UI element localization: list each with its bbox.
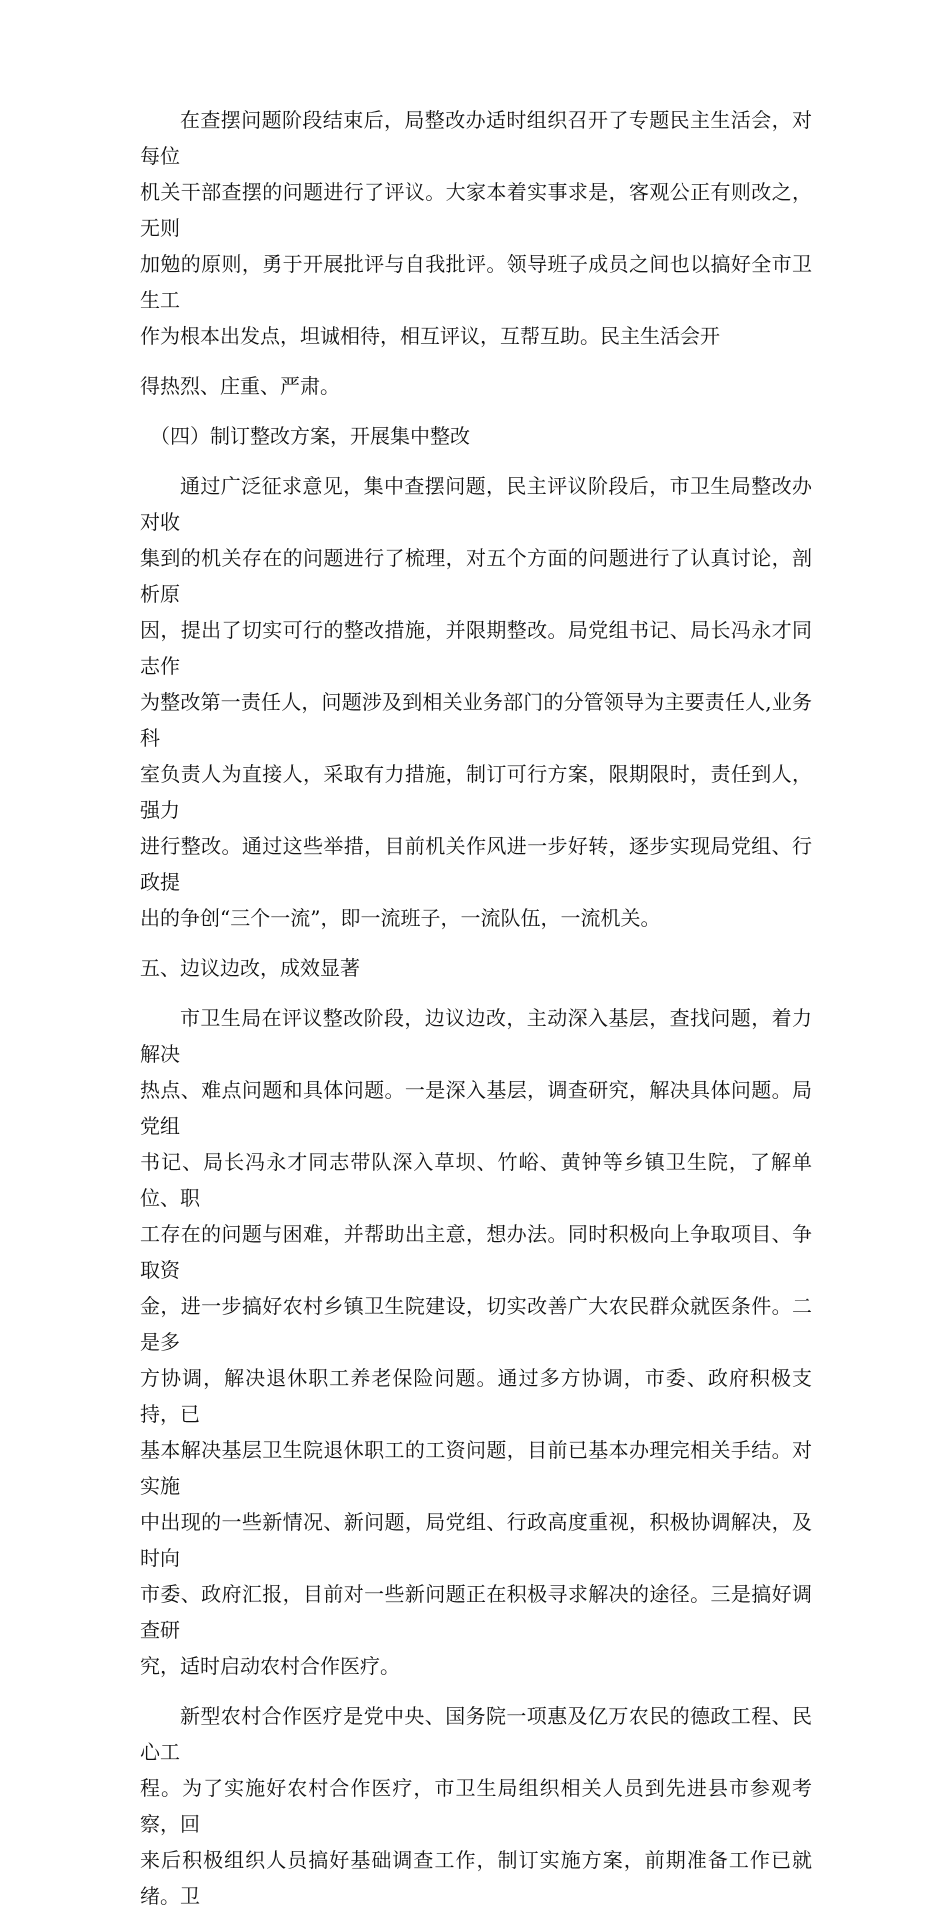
- text-line: 市卫生局在评议整改阶段，边议边改，主动深入基层，查找问题，着力解决: [140, 1006, 812, 1066]
- paragraph-evaluation-rectification: [140, 1000, 812, 1684]
- text-line: 因，提出了切实可行的整改措施，并限期整改。局党组书记、局长冯永才同志作: [140, 618, 812, 678]
- text-line: 中出现的一些新情况、新问题，局党组、行政高度重视，积极协调解决，及时向: [140, 1510, 812, 1570]
- paragraph-rectification-plan: [140, 468, 812, 936]
- text-line: 来后积极组织人员搞好基础调查工作，制订实施方案，前期准备工作已就绪。卫: [140, 1848, 812, 1908]
- text-line: 为整改第一责任人，问题涉及到相关业务部门的分管领导为主要责任人,业务科: [140, 690, 812, 750]
- text-line: 加勉的原则，勇于开展批评与自我批评。领导班子成员之间也以搞好全市卫生工: [140, 252, 812, 312]
- text-line: 究，适时启动农村合作医疗。: [140, 1654, 400, 1678]
- section-subheading-rectification-plan: （四）制订整改方案，开展集中整改: [150, 424, 470, 448]
- text-line: 工存在的问题与困难，并帮助出主意，想办法。同时积极向上争取项目、争取资: [140, 1222, 812, 1282]
- text-line: 书记、局长冯永才同志带队深入草坝、竹峪、黄钟等乡镇卫生院，了解单位、职: [140, 1150, 812, 1210]
- text-line: 方协调，解决退休职工养老保险问题。通过多方协调，市委、政府积极支持，已: [140, 1366, 812, 1426]
- text-line: 程。为了实施好农村合作医疗，市卫生局组织相关人员到先进县市参观考察，回: [140, 1776, 812, 1836]
- text-line: 热点、难点问题和具体问题。一是深入基层，调查研究，解决具体问题。局党组: [140, 1078, 812, 1138]
- section-heading-results: 五、边议边改，成效显著: [140, 956, 360, 980]
- text-line: 市委、政府汇报，目前对一些新问题正在积极寻求解决的途径。三是搞好调查研: [140, 1582, 812, 1642]
- paragraph-democratic-life-meeting: [140, 102, 812, 354]
- text-line: 机关干部查摆的问题进行了评议。大家本着实事求是，客观公正有则改之，无则: [140, 180, 812, 240]
- text-line: 进行整改。通过这些举措，目前机关作风进一步好转，逐步实现局党组、行政提: [140, 834, 812, 894]
- text-line: 新型农村合作医疗是党中央、国务院一项惠及亿万农民的德政工程、民心工: [140, 1704, 812, 1764]
- text-line: 金，进一步搞好农村乡镇卫生院建设，切实改善广大农民群众就医条件。二是多: [140, 1294, 812, 1354]
- text-line: 出的争创“三个一流”，即一流班子，一流队伍，一流机关。: [140, 906, 661, 930]
- text-line: 集到的机关存在的问题进行了梳理，对五个方面的问题进行了认真讨论，剖析原: [140, 546, 812, 606]
- text-line: 室负责人为直接人，采取有力措施，制订可行方案，限期限时，责任到人，强力: [140, 762, 812, 822]
- text-line: 通过广泛征求意见，集中查摆问题，民主评议阶段后，市卫生局整改办对收: [140, 474, 812, 534]
- text-line: 作为根本出发点，坦诚相待，相互评议，互帮互助。民主生活会开: [140, 324, 720, 348]
- paragraph-continuation: 得热烈、庄重、严肃。: [140, 374, 340, 398]
- document-body: [140, 102, 812, 1928]
- text-line: 基本解决基层卫生院退休职工的工资问题，目前已基本办理完相关手结。对实施: [140, 1438, 812, 1498]
- paragraph-rural-cooperative-medical: [140, 1698, 812, 1914]
- text-line: 在查摆问题阶段结束后，局整改办适时组织召开了专题民主生活会，对每位: [140, 108, 812, 168]
